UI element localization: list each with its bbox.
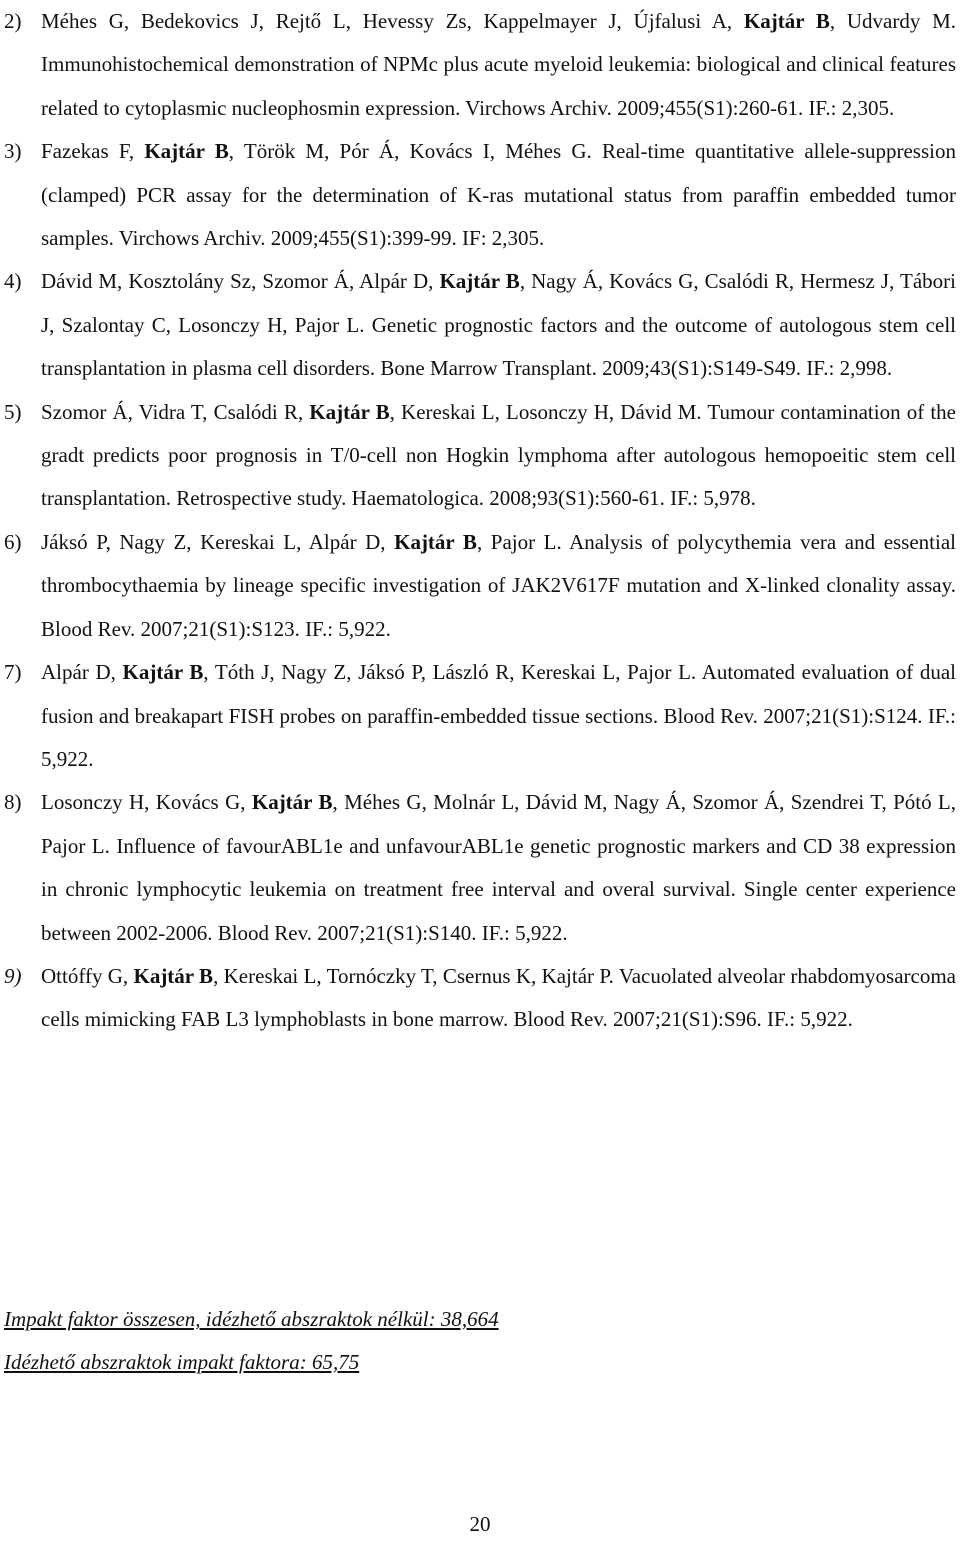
reference-rest: , Török M, Pór Á, Kovács I, Méhes G. Real-time quantitative allele-suppression (clamped) PCR assay for the determination of K-ras mutational status from paraffin embedded tumor samples. Virchows Archiv. 2009;455(S1):399-99. IF: 2,305. xyxy=(41,139,956,251)
reference-item xyxy=(0,391,956,521)
reference-text xyxy=(41,0,956,130)
reference-number: 6) xyxy=(4,529,22,554)
highlighted-author: Kajtár B xyxy=(743,9,830,33)
highlighted-author: Kajtár B xyxy=(144,139,229,164)
reference-authors: Alpár D, xyxy=(41,660,123,685)
highlighted-author: Kajtár B xyxy=(394,529,477,554)
reference-text xyxy=(41,391,956,521)
reference-authors: Losonczy H, Kovács G, xyxy=(41,790,252,815)
reference-number: 4) xyxy=(4,269,22,294)
highlighted-author: Kajtár B xyxy=(309,399,390,424)
highlighted-author: Kajtár B xyxy=(251,790,333,815)
reference-item xyxy=(0,260,956,390)
reference-number: 7) xyxy=(4,660,22,685)
reference-rest: , Kereskai L, Tornóczky T, Csernus K, Kajtár P. Vacuolated alveolar rhabdomyosarcoma cells mimicking FAB L3 lymphoblasts in bone marrow. Blood Rev. 2007;21(S1):S96. IF.: 5,922. xyxy=(41,963,957,1032)
impact-factor-total: Impakt faktor összesen, idézhető abszraktok nélkül: 38,664 xyxy=(4,1307,499,1331)
highlighted-author: Kajtár B xyxy=(122,660,204,685)
reference-rest: , Tóth J, Nagy Z, Jáksó P, László R, Kereskai L, Pajor L. Automated evaluation of dual fusion and breakapart FISH probes on paraffin-embedded tissue sections. Blood Rev. 2007;21(S1):S124. IF.: 5,922. xyxy=(41,660,956,771)
reference-text xyxy=(41,651,956,781)
reference-rest: , Méhes G, Molnár L, Dávid M, Nagy Á, Szomor Á, Szendrei T, Pótó L, Pajor L. Influence of favourABL1e and unfavourABL1e genetic prognostic markers and CD 38 expression in chronic lymphocytic leukemia on treatment free interval and overal survival. Single center experience between 2002-2006. Blood Rev. 2007;21(S1):S140. IF.: 5,922. xyxy=(41,790,957,945)
reference-text xyxy=(41,955,956,1042)
reference-item xyxy=(0,781,956,955)
reference-authors: Méhes G, Bedekovics J, Rejtő L, Hevessy Zs, Kappelmayer J, Újfalusi A, xyxy=(41,9,744,33)
reference-item xyxy=(0,521,956,651)
reference-text xyxy=(41,521,956,651)
reference-rest: , Udvardy M. Immunohistochemical demonstration of NPMc plus acute myeloid leukemia: biological and clinical features related to cytoplasmic nucleophosmin expression. Virchows Archiv. 2009;455(S1):260-61. IF.: 2,305. xyxy=(41,9,956,120)
reference-number: 8) xyxy=(4,790,22,815)
reference-item xyxy=(0,0,956,130)
reference-rest: , Pajor L. Analysis of polycythemia vera and essential thrombocythaemia by lineage specific investigation of JAK2V617F mutation and X-linked clonality assay. Blood Rev. 2007;21(S1):S123. IF.: 5,922. xyxy=(41,529,957,641)
page-number: 20 xyxy=(469,1512,491,1536)
reference-item xyxy=(0,651,956,781)
reference-authors: Fazekas F, xyxy=(41,139,145,164)
reference-number: 9) xyxy=(4,963,22,988)
reference-text xyxy=(41,130,956,260)
reference-number: 3) xyxy=(4,139,22,164)
reference-authors: Jáksó P, Nagy Z, Kereskai L, Alpár D, xyxy=(41,529,395,554)
reference-item xyxy=(0,955,956,1042)
reference-item xyxy=(0,130,956,260)
citable-abstracts-impact: Idézhető abszraktok impakt faktora: 65,75 xyxy=(4,1350,360,1374)
reference-authors: Dávid M, Kosztolány Sz, Szomor Á, Alpár D, xyxy=(41,269,440,294)
reference-rest: , Kereskai L, Losonczy H, Dávid M. Tumour contamination of the gradt predicts poor prognosis in T/0-cell non Hogkin lymphoma after autologous hemopoeitic stem cell transplantation. Retrospective study. Haematologica. 2008;93(S1):560-61. IF.: 5,978. xyxy=(41,399,957,511)
reference-authors: Ottóffy G, xyxy=(41,963,134,988)
reference-authors: Szomor Á, Vidra T, Csalódi R, xyxy=(41,399,310,424)
reference-number: 5) xyxy=(4,399,22,424)
highlighted-author: Kajtár B xyxy=(133,963,214,988)
reference-rest: , Nagy Á, Kovács G, Csalódi R, Hermesz J, Tábori J, Szalontay C, Losonczy H, Pajor L. Genetic prognostic factors and the outcome of autologous stem cell transplantation in plasma cell disorders. Bone Marrow Transplant. 2009;43(S1):S149-S49. IF.: 2,998. xyxy=(41,269,956,381)
highlighted-author: Kajtár B xyxy=(439,269,520,294)
reference-text xyxy=(41,260,956,390)
reference-text xyxy=(41,781,956,955)
reference-number: 2) xyxy=(4,9,22,33)
